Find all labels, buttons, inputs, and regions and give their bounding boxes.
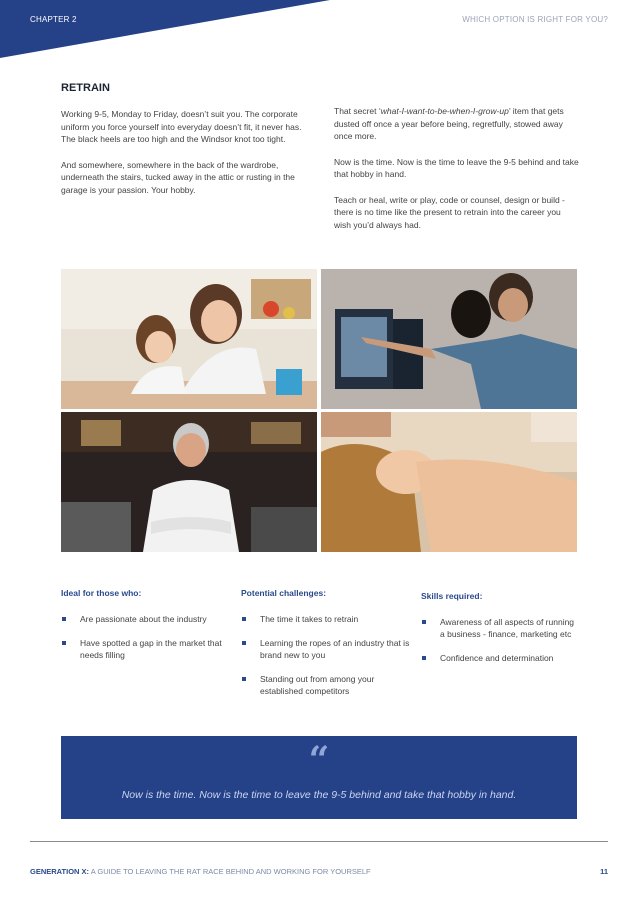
list-item-text: Confidence and determination	[440, 653, 554, 663]
skills-list	[421, 590, 581, 676]
pull-quote-text: Now is the time. Now is the time to leave the 9-5 behind and take that hobby in hand.	[121, 789, 517, 801]
footer-brand: GENERATION X:	[30, 867, 90, 876]
list-item-text: The time it takes to retrain	[260, 614, 359, 624]
ideal-for-list	[61, 587, 231, 673]
challenges-list	[241, 587, 411, 709]
skills-heading: Skills required:	[421, 591, 483, 601]
pull-quote-box	[61, 736, 577, 819]
intro-paragraph-1: Working 9-5, Monday to Friday, doesn’t suit you. The corporate uniform you force yourself into everyday doesn’t fit, it never has. The black heels are too high and the Windsor knot too tight.	[61, 109, 302, 144]
photo-office-screens	[321, 269, 577, 409]
photo-chef	[61, 412, 317, 552]
intro-paragraph-5: Teach or heal, write or play, code or counsel, design or build - there is no time like the present to retrain into the career you wish you’d always had.	[334, 194, 565, 230]
list-item	[421, 652, 581, 664]
list-item	[61, 637, 231, 661]
bullet-icon	[242, 641, 246, 645]
intro-paragraph-4: Now is the time. Now is the time to leave the 9-5 behind and take that hobby in hand.	[334, 156, 579, 179]
bullet-icon	[62, 641, 66, 645]
bullet-icon	[422, 656, 426, 660]
page-number: 11	[600, 867, 608, 876]
quote-mark-icon: “	[308, 739, 330, 781]
list-item	[241, 613, 411, 625]
section-title: RETRAIN	[61, 82, 110, 94]
footer-subtitle: A GUIDE TO LEAVING THE RAT RACE BEHIND AND WORKING FOR YOURSELF	[89, 867, 371, 876]
footer-title	[30, 867, 371, 876]
bullet-icon	[422, 620, 426, 624]
intro-left-column	[61, 108, 304, 209]
list-item-text: Learning the ropes of an industry that is brand new to you	[260, 638, 410, 660]
running-header-title: WHICH OPTION IS RIGHT FOR YOU?	[462, 15, 608, 24]
challenges-heading: Potential challenges:	[241, 588, 327, 598]
bullet-icon	[242, 677, 246, 681]
list-item	[61, 613, 231, 625]
paragraph-text: That secret ‘	[334, 106, 381, 116]
photo-massage	[321, 412, 577, 552]
list-item-text: Are passionate about the industry	[80, 614, 207, 624]
list-item-text: Standing out from among your established competitors	[260, 674, 375, 696]
intro-paragraph-3	[334, 105, 580, 143]
intro-paragraph-2: And somewhere, somewhere in the back of the wardrobe, underneath the stairs, tucked away in the attic or rusting in the garage is your passion. Your hobby.	[61, 159, 295, 195]
list-item	[241, 637, 411, 661]
paragraph-text: ’ item that gets dusted off once a year before being, regretfully, stowed away once more.	[334, 106, 564, 141]
bullet-icon	[242, 617, 246, 621]
paragraph-italic-text: what-I-want-to-be-when-I-grow-up	[380, 106, 509, 116]
bullet-icon	[62, 617, 66, 621]
list-item	[241, 673, 411, 697]
ideal-for-heading: Ideal for those who:	[61, 588, 142, 598]
header-banner-shape	[0, 0, 330, 58]
photo-tutoring-child	[61, 269, 317, 409]
footer-divider	[30, 841, 608, 842]
chapter-label: CHAPTER 2	[30, 15, 77, 24]
list-item-text: Have spotted a gap in the market that needs filling	[80, 638, 222, 660]
photo-grid	[61, 269, 577, 552]
intro-right-column	[334, 105, 580, 244]
list-item	[421, 616, 581, 640]
list-item-text: Awareness of all aspects of running a business - finance, marketing etc	[440, 617, 575, 639]
